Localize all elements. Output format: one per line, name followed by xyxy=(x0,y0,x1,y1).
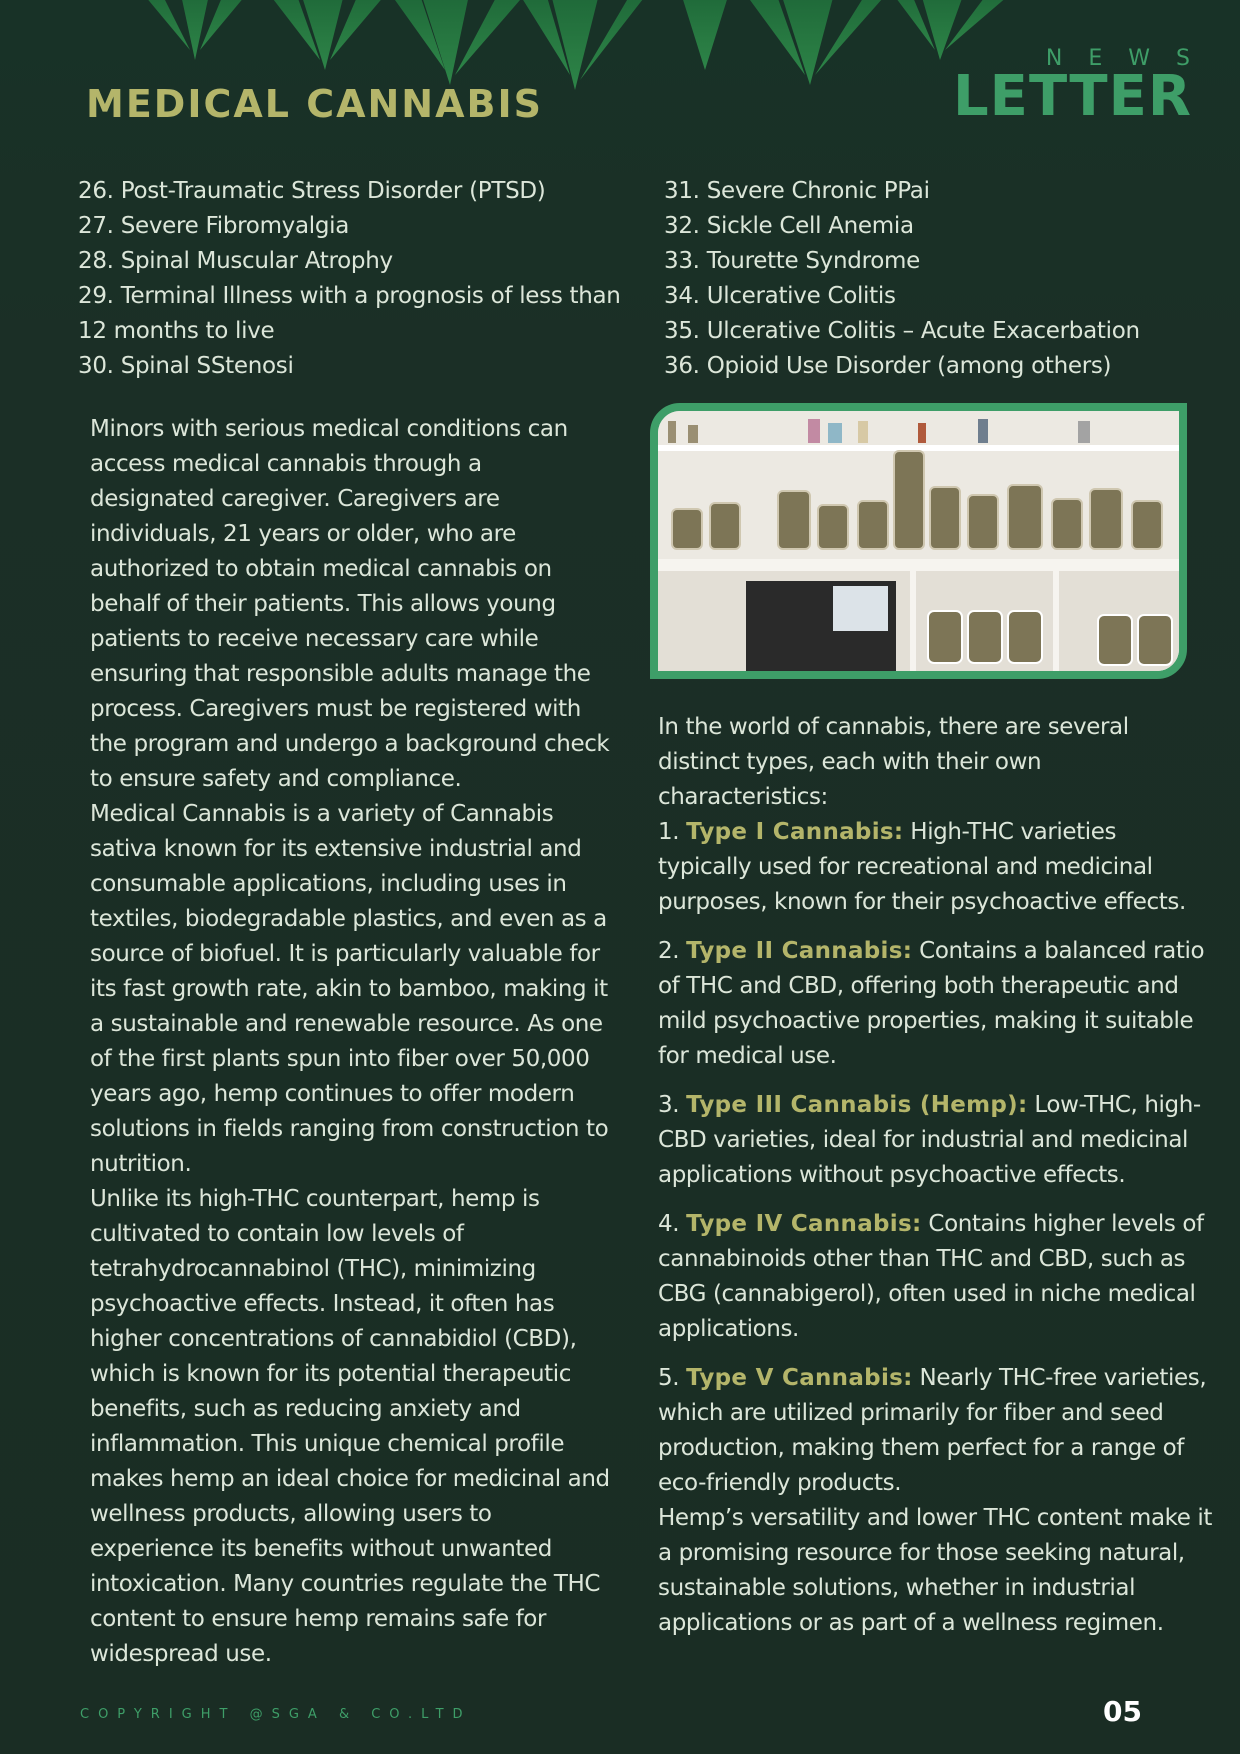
list-item: 28. Spinal Muscular Atrophy xyxy=(78,248,393,274)
type-description: Contains higher levels of cannabinoids other than THC and CBD, such as CBG (cannabigerol), often used in niche medical applications. xyxy=(658,1211,1204,1342)
dispensary-photo xyxy=(650,403,1187,679)
type-item xyxy=(658,1088,1213,1193)
paragraph-hemp: Unlike its high-THC counterpart, hemp is cultivated to contain low levels of tetrahydrocannabinol (THC), minimizing psychoactive effects. Instead, it often has higher concentrations of cannabidiol (CBD), which is known for its potential therapeutic benefits, such as reducing anxiety and inflammation. This unique chemical profile makes hemp an ideal choice for medicinal and wellness products, allowing users to experience its benefits without unwanted intoxication. Many countries regulate the THC content to ensure hemp remains safe for widespread use. xyxy=(90,1186,610,1667)
type-item xyxy=(658,1361,1213,1501)
types-outro: Hemp’s versatility and lower THC content make it a promising resource for those seeking natural, sustainable solutions, whether in industrial applications or as part of a wellness regimen. xyxy=(658,1505,1213,1636)
conditions-list-right xyxy=(664,174,1204,384)
type-name: Type II Cannabis: xyxy=(686,938,913,964)
section-title: MEDICAL CANNABIS xyxy=(86,82,543,126)
conditions-list-left xyxy=(78,174,621,384)
type-number: 1. xyxy=(658,819,680,845)
list-item: 34. Ulcerative Colitis xyxy=(664,283,896,309)
right-body-text xyxy=(658,710,1213,1641)
list-item: 35. Ulcerative Colitis – Acute Exacerbation xyxy=(664,318,1140,344)
list-item: 30. Spinal SStenosi xyxy=(78,353,294,379)
paragraph-caregivers: Minors with serious medical conditions can access medical cannabis through a designated caregiver. Caregivers are individuals, 21 years or older, who are authorized to obtain medical cannabis on behalf of their patients. This allows young patients to receive necessary care while ensuring that responsible adults manage the process. Caregivers must be registered with the program and undergo a background check to ensure safety and compliance. xyxy=(90,416,610,792)
type-description: High-THC varieties typically used for recreational and medicinal purposes, known for their psychoactive effects. xyxy=(658,819,1186,915)
type-number: 2. xyxy=(658,938,680,964)
newsletter-brand xyxy=(953,46,1216,129)
brand-letter: LETTER xyxy=(953,64,1192,129)
list-item: 33. Tourette Syndrome xyxy=(664,248,920,274)
list-item: 32. Sickle Cell Anemia xyxy=(664,213,914,239)
type-number: 5. xyxy=(658,1365,680,1391)
page-number: 05 xyxy=(1103,1695,1142,1728)
type-item xyxy=(658,815,1213,920)
paragraph-medical-cannabis: Medical Cannabis is a variety of Cannabis sativa known for its extensive industrial and consumable applications, including uses in textiles, biodegradable plastics, and even as a source of biofuel. It is particularly valuable for its fast growth rate, akin to bamboo, making it a sustainable and renewable resource. As one of the first plants spun into fiber over 50,000 years ago, hemp continues to offer modern solutions in fields ranging from construction to nutrition. xyxy=(90,801,609,1177)
type-description: Low-THC, high-CBD varieties, ideal for industrial and medicinal applications without psychoactive effects. xyxy=(658,1092,1201,1188)
type-name: Type IV Cannabis: xyxy=(686,1211,922,1237)
type-item xyxy=(658,1207,1213,1347)
type-name: Type I Cannabis: xyxy=(686,819,904,845)
type-number: 4. xyxy=(658,1211,680,1237)
type-name: Type V Cannabis: xyxy=(686,1365,913,1391)
list-item: 31. Severe Chronic PPai xyxy=(664,178,930,204)
list-item: 26. Post-Traumatic Stress Disorder (PTSD) xyxy=(78,178,546,204)
types-intro: In the world of cannabis, there are several distinct types, each with their own characteristics: xyxy=(658,714,1129,810)
list-item: 12 months to live xyxy=(78,318,275,344)
type-number: 3. xyxy=(658,1092,680,1118)
type-description: Nearly THC-free varieties, which are utilized primarily for fiber and seed production, making them perfect for a range of eco-friendly products. xyxy=(658,1365,1207,1496)
left-body-text xyxy=(90,412,610,1672)
type-name: Type III Cannabis (Hemp): xyxy=(686,1092,1028,1118)
type-item xyxy=(658,934,1213,1074)
type-description: Contains a balanced ratio of THC and CBD, offering both therapeutic and mild psychoactive properties, making it suitable for medical use. xyxy=(658,938,1205,1069)
list-item: 36. Opioid Use Disorder (among others) xyxy=(664,353,1112,379)
list-item: 27. Severe Fibromyalgia xyxy=(78,213,350,239)
list-item: 29. Terminal Illness with a prognosis of less than xyxy=(78,283,621,309)
brand-news: NEWS xyxy=(1045,46,1216,71)
copyright-text: COPYRIGHT @SGA & CO.LTD xyxy=(80,1707,472,1722)
